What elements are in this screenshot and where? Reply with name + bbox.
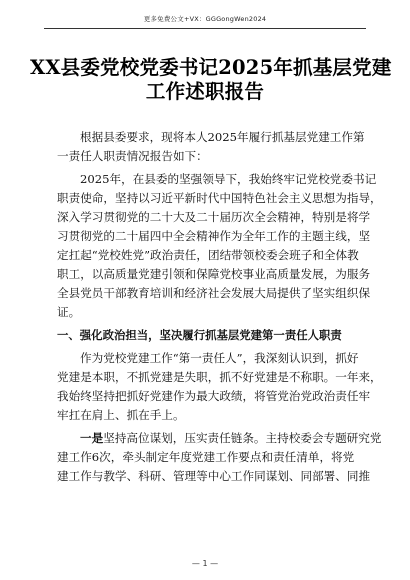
paragraph-line: 职工，以高质量党建引领和保障党校事业高质量发展，为服务 [57,267,371,281]
paragraph-line: 党建是本职，不抓党建是失职，抓不好党建是不称职。一年来， [57,370,382,384]
paragraph-line: 根据县委要求，现将本人2025年履行抓基层党建工作第 [80,130,365,144]
page-number: — 1 — [191,559,219,568]
document-title [30,56,392,104]
paragraph-line: 定扛起“党校姓党”政治责任，团结带领校委会班子和全体教 [57,248,359,262]
paragraph-line: 一责任人职责情况报告如下： [57,149,208,163]
title-line-2: 工作述职报告 [145,80,265,103]
title-line-1: XX县委党校党委书记2025年抓基层党建 [30,56,392,79]
header-divider [44,28,366,29]
paragraph-line: 2025年，在县委的坚强领导下，我始终牢记党校党委书记 [80,172,377,186]
document-body [57,128,382,486]
paragraph-line: 我始终坚持把抓好党建作为最大政绩，将管党治党政治责任牢 [57,389,371,403]
paragraph-line: 深入学习贯彻党的二十大及二十届历次全会精神，特别是将学 [57,210,371,224]
paragraph-line: 习贯彻党的二十届四中全会精神作为全年工作的主题主线，坚 [57,229,371,243]
paragraph-line: 全县党员干部教育培训和经济社会发展大局提供了坚实组织保 [57,286,371,300]
point-lead: 一是 [80,431,104,445]
point-text: 坚持高位谋划，压实责任链条。主持校委会专题研究党 [103,431,382,445]
paragraph-line [57,429,382,448]
paragraph-line: 职责使命，坚持以习近平新时代中国特色社会主义思想为指导， [57,191,382,205]
paragraph-line: 证。 [57,305,81,319]
paragraph-line: 建工作6次，牵头制定年度党建工作要点和责任清单，将党 [57,450,355,464]
paragraph-line: 建工作与教学、科研、管理等中心工作同谋划、同部署、同推 [57,469,371,483]
header-note: 更多免费公文+VX：GGGongWen2024 [143,15,267,23]
paragraph-line: 牢扛在肩上、抓在手上。 [57,408,185,422]
section-heading: 一、强化政治担当，坚决履行抓基层党建第一责任人职责 [57,328,342,342]
paragraph-line: 作为党校党建工作“第一责任人”，我深刻认识到，抓好 [80,351,359,365]
